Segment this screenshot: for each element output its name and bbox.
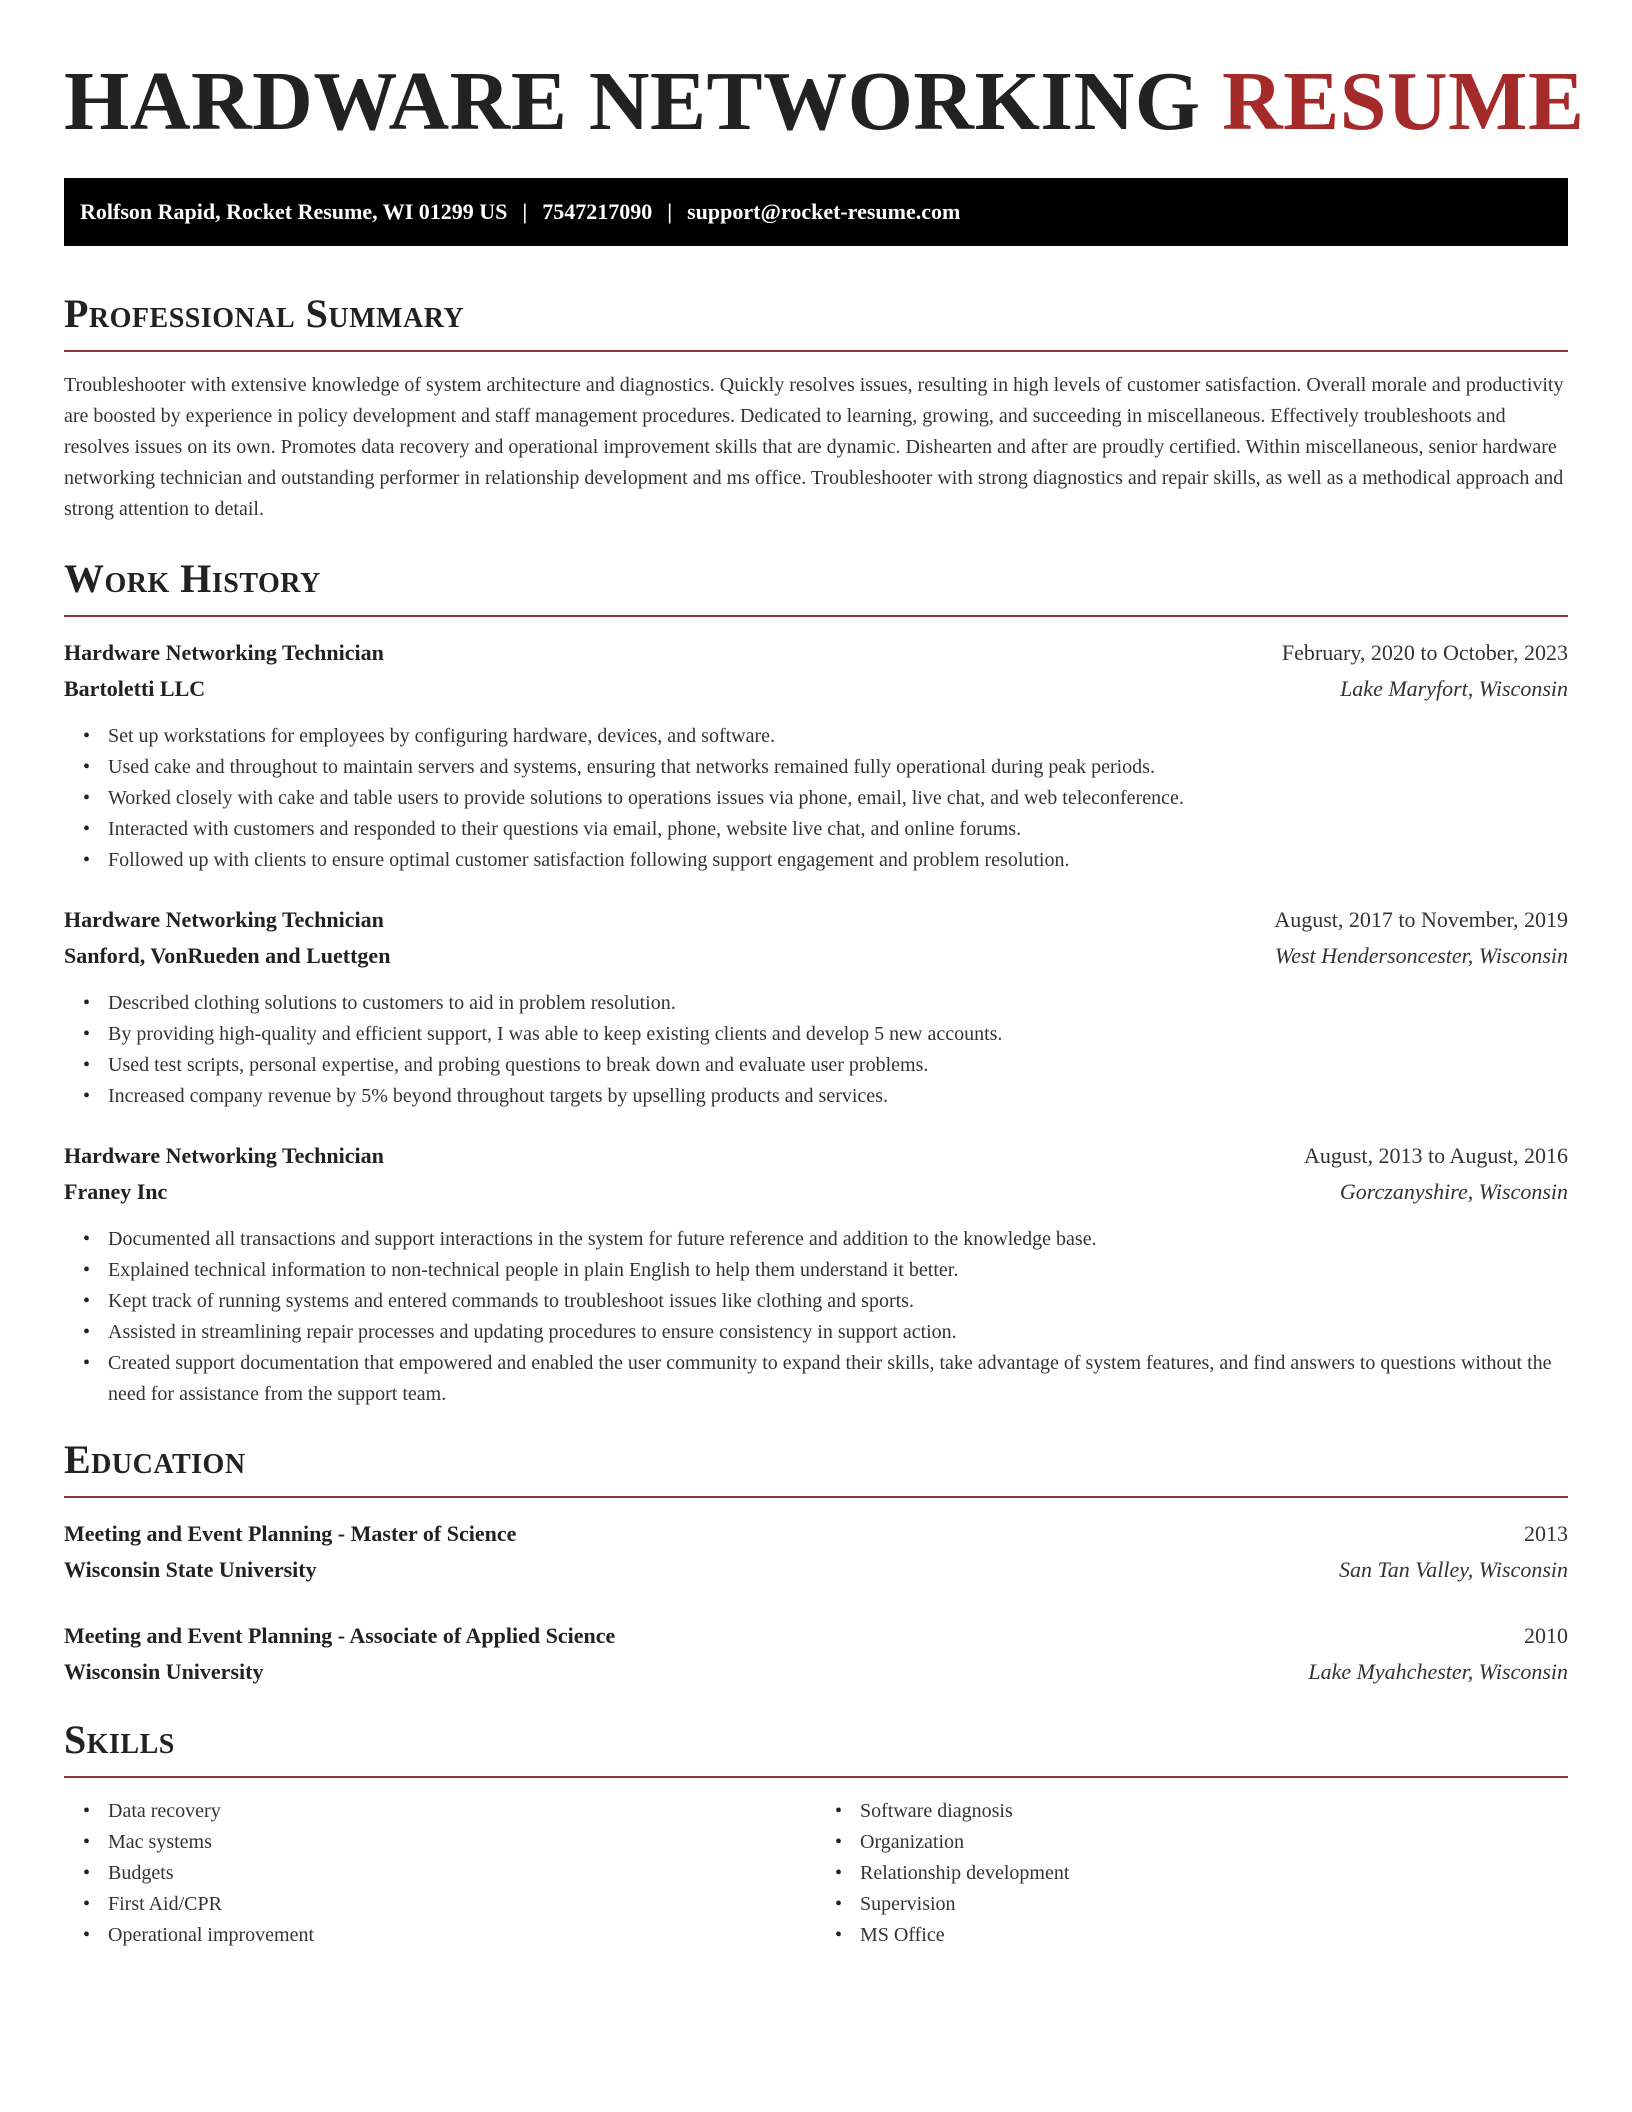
job-entry xyxy=(64,1138,1568,1410)
job-entry xyxy=(64,902,1568,1112)
skills-section xyxy=(64,1716,1568,1951)
education-header-row xyxy=(64,1516,1568,1552)
summary-section xyxy=(64,290,1568,525)
work-history-heading: Work History xyxy=(64,556,321,601)
work-history-section xyxy=(64,555,1568,1410)
contact-separator: | xyxy=(522,199,528,224)
resume-title xyxy=(64,52,1585,152)
job-title: Hardware Networking Technician xyxy=(64,907,384,932)
job-title: Hardware Networking Technician xyxy=(64,1143,384,1168)
job-bullets xyxy=(64,988,1568,1112)
list-item: • Followed up with clients to ensure optimal customer satisfaction following support engagement and problem resolution. xyxy=(108,845,1568,876)
contact-address: Rolfson Rapid, Rocket Resume, WI 01299 US xyxy=(80,199,508,224)
summary-heading: Professional Summary xyxy=(64,291,465,336)
job-company: Bartoletti LLC xyxy=(64,676,206,701)
skills-column-left xyxy=(64,1796,816,1951)
skills-heading: Skills xyxy=(64,1717,175,1762)
job-company: Franey Inc xyxy=(64,1179,168,1204)
education-location: Lake Myahchester, Wisconsin xyxy=(1308,1659,1568,1684)
skill-item: • Operational improvement xyxy=(108,1920,816,1951)
job-company: Sanford, VonRueden and Luettgen xyxy=(64,943,391,968)
list-item: • Used test scripts, personal expertise, and probing questions to break down and evaluate user problems. xyxy=(108,1050,1568,1081)
list-item: • Kept track of running systems and entered commands to troubleshoot issues like clothing and sports. xyxy=(108,1286,1568,1317)
job-title: Hardware Networking Technician xyxy=(64,640,384,665)
skill-item: • MS Office xyxy=(860,1920,1568,1951)
job-dates: August, 2013 to August, 2016 xyxy=(1303,1143,1568,1168)
education-header-row xyxy=(64,1618,1568,1654)
skill-item: • Software diagnosis xyxy=(860,1796,1568,1827)
job-entry xyxy=(64,635,1568,876)
skill-item: • Relationship development xyxy=(860,1858,1568,1889)
section-divider xyxy=(64,615,1568,617)
job-dates: February, 2020 to October, 2023 xyxy=(1281,640,1568,665)
summary-text: Troubleshooter with extensive knowledge of system architecture and diagnostics. Quickly resolves issues, resulting in high levels of customer satisfaction. Overall morale and productivity are boosted by experience in policy development and staff management procedures. Dedicated to learning, growing, and succeeding in miscellaneous. Effectively troubleshoots and resolves issues on its own. Promotes data recovery and operational improvement skills that are dynamic. Dishearten and after are proudly certified. Within miscellaneous, senior hardware networking technician and outstanding performer in relationship development and ms office. Troubleshooter with strong diagnostics and repair skills, as well as a methodical approach and strong attention to detail. xyxy=(64,374,1564,520)
list-item: • Interacted with customers and responded to their questions via email, phone, website live chat, and online forums. xyxy=(108,814,1568,845)
job-bullets xyxy=(64,721,1568,876)
education-degree: Meeting and Event Planning - Associate of Applied Science xyxy=(64,1623,616,1648)
list-item: • Explained technical information to non-technical people in plain English to help them understand it better. xyxy=(108,1255,1568,1286)
job-location: Lake Maryfort, Wisconsin xyxy=(1340,676,1568,701)
skill-item: • Data recovery xyxy=(108,1796,816,1827)
contact-bar xyxy=(64,178,1568,246)
skill-item: • Mac systems xyxy=(108,1827,816,1858)
education-entry xyxy=(64,1516,1568,1588)
contact-separator: | xyxy=(667,199,673,224)
skills-column-right xyxy=(816,1796,1568,1951)
job-bullets xyxy=(64,1224,1568,1410)
job-header-row xyxy=(64,1138,1568,1174)
job-company-row xyxy=(64,1174,1568,1210)
education-year: 2010 xyxy=(1524,1623,1568,1648)
job-company-row xyxy=(64,671,1568,707)
education-entry xyxy=(64,1618,1568,1690)
list-item: • Increased company revenue by 5% beyond throughout targets by upselling products and services. xyxy=(108,1081,1568,1112)
list-item: • By providing high-quality and efficient support, I was able to keep existing clients and develop 5 new accounts. xyxy=(108,1019,1568,1050)
job-header-row xyxy=(64,635,1568,671)
section-divider xyxy=(64,1496,1568,1498)
skill-item: • First Aid/CPR xyxy=(108,1889,816,1920)
education-year: 2013 xyxy=(1524,1521,1568,1546)
education-school-row xyxy=(64,1654,1568,1690)
title-accent: RESUME xyxy=(1222,55,1585,148)
list-item: • Worked closely with cake and table users to provide solutions to operations issues via phone, email, live chat, and web teleconference. xyxy=(108,783,1568,814)
list-item: • Created support documentation that empowered and enabled the user community to expand their skills, take advantage of system features, and find answers to questions without the need for assistance from the support team. xyxy=(108,1348,1568,1410)
skills-grid xyxy=(64,1796,1568,1951)
list-item: • Assisted in streamlining repair processes and updating procedures to ensure consistency in support action. xyxy=(108,1317,1568,1348)
education-school: Wisconsin State University xyxy=(64,1557,317,1582)
list-item: • Documented all transactions and support interactions in the system for future reference and addition to the knowledge base. xyxy=(108,1224,1568,1255)
section-divider xyxy=(64,1776,1568,1778)
education-section xyxy=(64,1436,1568,1690)
job-location: Gorczanyshire, Wisconsin xyxy=(1339,1179,1568,1204)
education-school-row xyxy=(64,1552,1568,1588)
education-degree: Meeting and Event Planning - Master of Science xyxy=(64,1521,517,1546)
education-location: San Tan Valley, Wisconsin xyxy=(1339,1557,1568,1582)
job-location: West Hendersoncester, Wisconsin xyxy=(1274,943,1568,968)
section-divider xyxy=(64,350,1568,352)
skill-item: • Organization xyxy=(860,1827,1568,1858)
job-company-row xyxy=(64,938,1568,974)
education-heading: Education xyxy=(64,1437,246,1482)
contact-phone: 7547217090 xyxy=(542,199,653,224)
skill-item: • Supervision xyxy=(860,1889,1568,1920)
list-item: • Described clothing solutions to customers to aid in problem resolution. xyxy=(108,988,1568,1019)
skill-item: • Budgets xyxy=(108,1858,816,1889)
education-school: Wisconsin University xyxy=(64,1659,264,1684)
title-main: HARDWARE NETWORKING xyxy=(64,55,1201,148)
list-item: • Set up workstations for employees by configuring hardware, devices, and software. xyxy=(108,721,1568,752)
job-dates: August, 2017 to November, 2019 xyxy=(1274,907,1568,932)
contact-email: support@rocket-resume.com xyxy=(687,199,961,224)
list-item: • Used cake and throughout to maintain servers and systems, ensuring that networks remained fully operational during peak periods. xyxy=(108,752,1568,783)
job-header-row xyxy=(64,902,1568,938)
